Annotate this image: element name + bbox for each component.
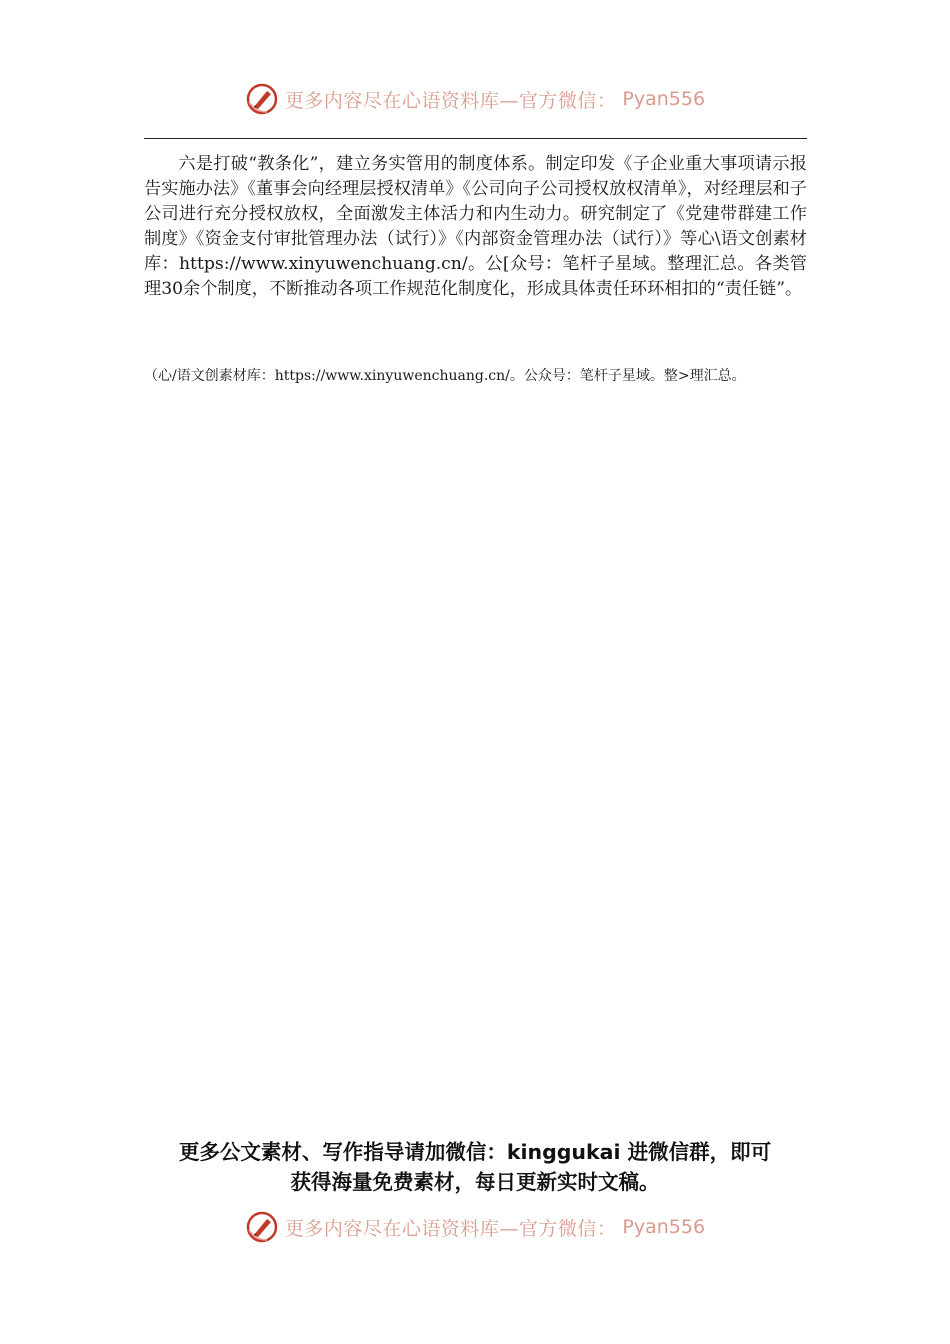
body-paragraph: 六是打破“教条化”，建立务实管用的制度体系。制定印发《子企业重大事项请示报告实施办法》《董事会向经理层授权清单》《公司向子公司授权放权清单》，对经理层和子公司进行充分授权放权，全面激发主体活力和内生动力。研究制定了《党建带群建工作制度》《资金支付审批管理办法（试行）》《内部资金管理办法（试行）》等心\语文创素材库：https://www.xinyuwenchuang.cn/。公[众号：笔杆子星域。整理汇总。各类管理30余个制度，不断推动各项工作规范化制度化，形成具体责任环环相扣的“责任链”。 [144,154,807,299]
pen-nib-logo-icon [245,82,279,116]
footnote: （心/语文创素材库：https://www.xinyuwenchuang.cn/。公众号：笔杆子星域。整>理汇总。 [144,368,746,384]
promo-block [0,1137,950,1197]
banner-text: 更多内容尽在心语资料库—官方微信： [284,89,617,112]
promo-line-1: 更多公文素材、写作指导请加微信：kinggukai 进微信群，即可 [178,1140,772,1164]
header-divider [144,138,807,139]
banner-wechat-id: Pyan556 [622,88,706,110]
footer-banner [0,1210,950,1244]
banner-wechat-id: Pyan556 [622,1216,706,1238]
banner-text: 更多内容尽在心语资料库—官方微信： [284,1217,617,1240]
promo-line-2: 获得海量免费素材，每日更新实时文稿。 [290,1170,660,1194]
pen-nib-logo-icon [245,1210,279,1244]
header-banner [0,82,950,116]
